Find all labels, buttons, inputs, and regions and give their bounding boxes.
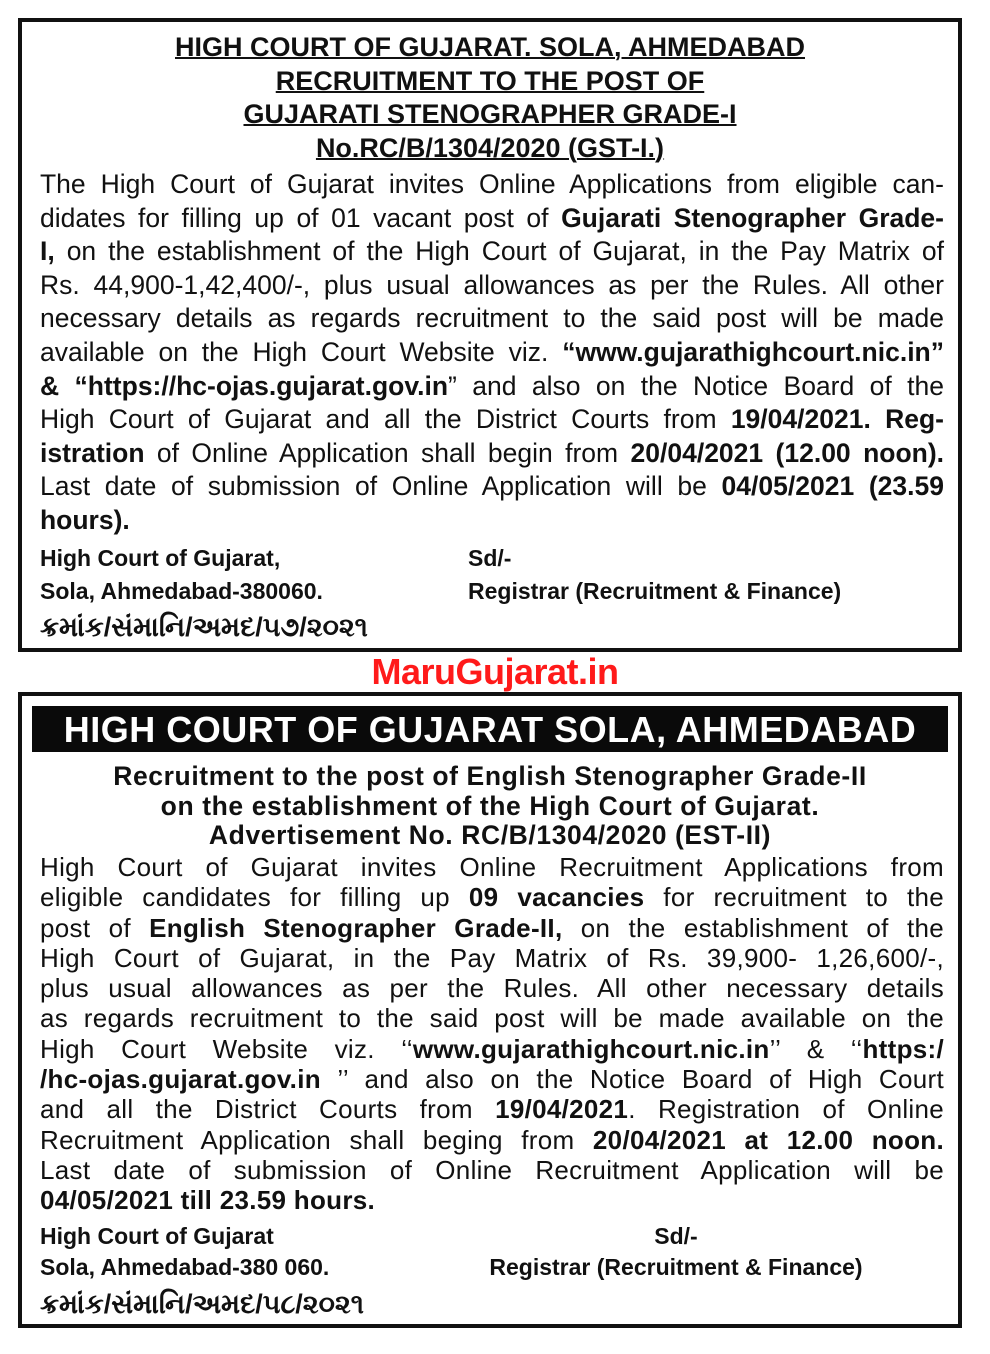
signature-title: Registrar (Recruitment & Finance) <box>489 1254 863 1280</box>
bold-text: 20/04/2021 (12.00 noon). <box>630 437 945 468</box>
body-text: on the establishment of the <box>562 912 945 943</box>
bold-text: 04/05/2021 till 23.59 hours. <box>40 1185 376 1216</box>
body-line <box>40 1185 944 1215</box>
bold-text: Gujarati Stenographer Grade- <box>561 202 944 233</box>
reference-number: ક્રમાંક/સંમાનિ/અમદ/૫૭/૨૦૨૧ <box>40 612 368 642</box>
body-line <box>40 1094 944 1124</box>
bold-text: 04/05/2021 (23.59 <box>721 471 944 502</box>
body-line <box>40 1125 944 1155</box>
body-text: as regards recruitment to the said post will be made available on the <box>40 1003 944 1034</box>
body-line <box>40 235 944 269</box>
bold-text: 19/04/2021. Reg- <box>730 404 944 435</box>
body-line <box>40 913 944 943</box>
notice-body <box>40 852 944 1216</box>
subheading-line: on the establishment of the High Court of Gujarat. <box>160 790 820 821</box>
address-block <box>40 1221 329 1283</box>
heading-line: No.RC/B/1304/2020 (GST-I.) <box>315 132 665 163</box>
body-text: The High Court of Gujarat invites Online Applications from eligible can- <box>40 169 944 199</box>
body-line <box>40 302 944 336</box>
body-line <box>40 269 944 303</box>
body-line <box>40 336 944 370</box>
body-line <box>40 973 944 1003</box>
body-text: of Online Application shall begin from <box>144 437 631 468</box>
body-line <box>40 1003 944 1033</box>
subheading-line: Recruitment to the post of English Stenographer Grade-II <box>113 761 867 791</box>
bold-text: 20/04/2021 at 12.00 noon. <box>592 1124 944 1155</box>
body-text: High Court of Gujarat, in the Pay Matrix of Rs. 39,900- 1,26,600/-, <box>40 942 944 973</box>
signature-block <box>468 542 841 608</box>
signature-sd: Sd/- <box>654 1223 698 1249</box>
notice-gujarati-stenographer <box>18 18 962 652</box>
body-text: Last date of submission of Online Application will be <box>40 471 722 502</box>
signature-block <box>456 1221 896 1283</box>
subheading-line: Advertisement No. RC/B/1304/2020 (EST-II) <box>208 820 772 850</box>
heading-line: HIGH COURT OF GUJARAT. SOLA, AHMEDABAD <box>175 32 805 62</box>
body-text: Last date of submission of Online Recruitment Application will be <box>40 1154 944 1185</box>
body-line <box>40 943 944 973</box>
address-line: Sola, Ahmedabad-380 060. <box>40 1254 330 1280</box>
body-text: post of <box>40 912 150 943</box>
watermark: MaruGujarat.in <box>371 651 619 692</box>
body-line <box>40 1064 944 1094</box>
body-text: High Court Website viz. ‘‘ <box>40 1033 413 1064</box>
body-line <box>40 882 944 912</box>
notice-subheading <box>22 762 958 851</box>
body-text: ’’ & ‘‘ <box>769 1033 863 1064</box>
notice-banner: HIGH COURT OF GUJARAT SOLA, AHMEDABAD <box>32 706 948 752</box>
body-text: ” and also on the Notice Board of the <box>448 370 944 401</box>
body-line <box>40 1155 944 1185</box>
body-text: High Court of Gujarat invites Online Recruitment Applications from <box>40 852 944 882</box>
body-line <box>40 470 944 504</box>
body-line <box>40 202 944 236</box>
body-line <box>40 504 944 538</box>
bold-text: https:/ <box>862 1033 944 1064</box>
signature-sd: Sd/- <box>468 545 512 571</box>
body-text: and all the District Courts from <box>40 1094 496 1125</box>
notice-body <box>40 168 944 538</box>
address-line: High Court of Gujarat, <box>40 545 281 571</box>
signature-title: Registrar (Recruitment & Finance) <box>468 578 842 604</box>
body-line <box>40 168 944 202</box>
bold-text: & “https://hc-ojas.gujarat.gov.in <box>40 370 449 401</box>
heading-line: RECRUITMENT TO THE POST OF <box>275 65 705 96</box>
bold-text: istration <box>40 437 145 468</box>
body-text: didates for filling up of 01 vacant post of <box>40 202 562 233</box>
bold-text: 09 vacancies <box>468 882 645 913</box>
body-text: plus usual allowances as per the Rules. All other necessary details <box>40 973 944 1004</box>
bold-text: hours). <box>40 504 130 535</box>
body-text: Recruitment Application shall beging from <box>40 1124 593 1155</box>
bold-text: I, <box>40 236 55 267</box>
bold-text: 19/04/2021 <box>495 1094 629 1125</box>
body-text: Rs. 44,900-1,42,400/-, plus usual allowances as per the Rules. All other <box>40 269 944 300</box>
body-line <box>40 1034 944 1064</box>
body-text: . Registration of Online <box>628 1094 945 1125</box>
body-line <box>40 403 944 437</box>
body-line <box>40 852 944 882</box>
reference-number: ક્રમાંક/સંમાનિ/અમદ/૫૮/૨૦૨૧ <box>40 1289 364 1319</box>
notice-english-stenographer <box>18 692 962 1328</box>
bold-text: “www.gujarathighcourt.nic.in” <box>562 336 944 367</box>
body-line <box>40 370 944 404</box>
bold-text: /hc-ojas.gujarat.gov.in <box>40 1064 321 1095</box>
address-line: High Court of Gujarat <box>40 1223 274 1249</box>
bold-text: English Stenographer Grade-II, <box>149 912 563 943</box>
body-text: ’’ and also on the Notice Board of High Court <box>320 1064 944 1095</box>
body-line <box>40 437 944 471</box>
heading-line: GUJARATI STENOGRAPHER GRADE-I <box>243 99 737 129</box>
body-text: for recruitment to the <box>644 882 944 913</box>
body-text: High Court of Gujarat and all the District Courts from <box>40 404 731 435</box>
address-block <box>40 542 323 608</box>
notice-heading <box>22 31 958 165</box>
address-line: Sola, Ahmedabad-380060. <box>40 578 323 604</box>
body-text: necessary details as regards recruitment to the said post will be made <box>40 303 944 334</box>
body-text: eligible candidates for filling up <box>40 882 469 913</box>
body-text: on the establishment of the High Court of Gujarat, in the Pay Matrix of <box>54 236 944 267</box>
body-text: available on the High Court Website viz. <box>40 336 563 367</box>
bold-text: www.gujarathighcourt.nic.in <box>412 1033 770 1064</box>
